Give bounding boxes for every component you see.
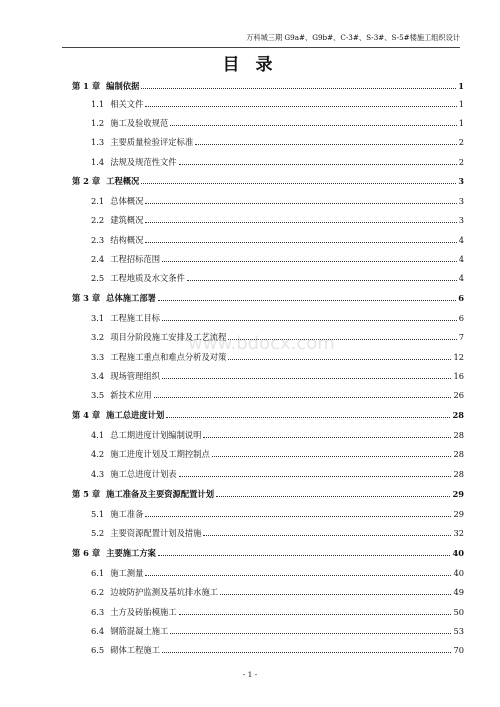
toc-leader-dots (170, 125, 456, 126)
toc-entry-page: 16 (453, 371, 464, 381)
toc-section-entry[interactable] (72, 136, 464, 150)
toc-section-entry[interactable] (72, 272, 464, 286)
toc-entry-page: 49 (453, 587, 464, 597)
toc-chapter-entry[interactable] (72, 409, 464, 423)
toc-section-entry[interactable] (72, 312, 464, 326)
toc-leader-dots (170, 633, 451, 634)
toc-entry-number: 6.3 (91, 607, 105, 617)
toc-entry-number: 第 1 章 (72, 81, 101, 91)
toc-entry-number: 3.2 (91, 332, 105, 342)
toc-leader-dots (187, 280, 457, 281)
toc-entry-label: 相关文件 (110, 99, 144, 109)
toc-entry-number: 6.4 (91, 626, 105, 636)
toc-entry-page: 28 (453, 449, 464, 459)
toc-section-entry[interactable] (72, 527, 464, 541)
toc-entry-label: 总工期进度计划编制说明 (110, 430, 202, 440)
toc-entry-label: 施工测量 (110, 568, 144, 578)
toc-leader-dots (162, 652, 451, 653)
toc-entry-label: 主要质量检验评定标准 (110, 137, 194, 147)
toc-leader-dots (158, 555, 451, 556)
toc-entry-label: 主要施工方案 (106, 548, 156, 558)
toc-entry-page: 28 (453, 430, 464, 440)
toc-section-entry[interactable] (72, 429, 464, 443)
toc-leader-dots (179, 164, 457, 165)
toc-entry-label: 编制依据 (106, 81, 140, 91)
toc-entry-number: 3.3 (91, 352, 105, 362)
toc-entry-label: 工程招标范围 (110, 254, 160, 264)
toc-leader-dots (145, 242, 456, 243)
toc-chapter-entry[interactable] (72, 547, 464, 561)
toc-entry-page: 29 (453, 509, 464, 519)
toc-section-entry[interactable] (72, 606, 464, 620)
toc-entry-page: 26 (453, 390, 464, 400)
toc-leader-dots (220, 594, 451, 595)
toc-section-entry[interactable] (72, 253, 464, 267)
toc-entry-number: 4.1 (91, 430, 105, 440)
toc-entry-page: 4 (458, 273, 464, 283)
toc-leader-dots (162, 320, 457, 321)
toc-leader-dots (203, 535, 451, 536)
toc-entry-page: 6 (458, 313, 464, 323)
toc-entry-number: 6.2 (91, 587, 105, 597)
toc-entry-label: 新技术应用 (110, 390, 152, 400)
toc-entry-number: 1.4 (91, 157, 105, 167)
toc-entry-label: 建筑概况 (110, 215, 144, 225)
toc-leader-dots (145, 203, 456, 204)
toc-entry-number: 4.2 (91, 449, 105, 459)
toc-entry-number: 2.5 (91, 273, 105, 283)
toc-section-entry[interactable] (72, 234, 464, 248)
toc-leader-dots (145, 222, 456, 223)
toc-entry-number: 第 3 章 (72, 293, 101, 303)
toc-entry-number: 1.2 (91, 118, 105, 128)
toc-entry-number: 2.3 (91, 235, 105, 245)
toc-entry-number: 2.4 (91, 254, 105, 264)
toc-section-entry[interactable] (72, 370, 464, 384)
toc-leader-dots (179, 476, 452, 477)
toc-leader-dots (212, 456, 452, 457)
toc-leader-dots (216, 496, 450, 497)
toc-entry-label: 施工总进度计划表 (110, 469, 177, 479)
toc-section-entry[interactable] (72, 117, 464, 131)
toc-section-entry[interactable] (72, 331, 464, 345)
toc-entry-page: 29 (452, 489, 464, 499)
toc-section-entry[interactable] (72, 508, 464, 522)
toc-entry-page: 7 (458, 332, 464, 342)
toc-entry-label: 施工准备 (110, 509, 144, 519)
toc-entry-label: 工程地质及水文条件 (110, 273, 185, 283)
page-number: - 1 - (242, 670, 258, 679)
toc-section-entry[interactable] (72, 644, 464, 658)
toc-entry-label: 施工及验收规范 (110, 118, 169, 128)
toc-entry-label: 项目分阶段施工安排及工艺流程 (110, 332, 227, 342)
toc-entry-label: 总体概况 (110, 196, 144, 206)
toc-entry-label: 总体施工部署 (106, 293, 156, 303)
toc-entry-number: 5.2 (91, 528, 105, 538)
toc-entry-label: 施工总进度计划 (106, 410, 165, 420)
toc-entry-label: 施工准备及主要资源配置计划 (106, 489, 215, 499)
toc-entry-label: 结构概况 (110, 235, 144, 245)
toc-entry-page: 3 (458, 176, 464, 186)
toc-section-entry[interactable] (72, 586, 464, 600)
toc-leader-dots (162, 378, 451, 379)
toc-entry-page: 6 (458, 293, 464, 303)
toc-leader-dots (145, 106, 456, 107)
toc-leader-dots (179, 614, 452, 615)
toc-entry-page: 40 (452, 548, 464, 558)
toc-title: 目 录 (222, 55, 278, 75)
toc-entry-label: 工程施工目标 (110, 313, 160, 323)
toc-entry-number: 6.5 (91, 645, 105, 655)
toc-entry-number: 第 4 章 (72, 410, 101, 420)
toc-entry-page: 3 (458, 196, 464, 206)
toc-entry-number: 第 2 章 (72, 176, 101, 186)
toc-section-entry[interactable] (72, 567, 464, 581)
toc-leader-dots (162, 261, 457, 262)
toc-chapter-entry[interactable] (72, 488, 464, 502)
toc-entry-page: 28 (452, 410, 464, 420)
toc-section-entry[interactable] (72, 468, 464, 482)
toc-chapter-entry[interactable] (72, 292, 464, 306)
toc-leader-dots (141, 88, 456, 89)
toc-entry-number: 5.1 (91, 509, 105, 519)
toc-entry-page: 32 (453, 528, 464, 538)
toc-section-entry[interactable] (72, 195, 464, 209)
toc-leader-dots (166, 417, 450, 418)
toc-section-entry[interactable] (72, 351, 464, 365)
toc-section-entry[interactable] (72, 448, 464, 462)
toc-entry-page: 1 (458, 118, 464, 128)
toc-entry-label: 工程施工重点和难点分析及对策 (110, 352, 227, 362)
toc-leader-dots (141, 183, 456, 184)
toc-entry-label: 法规及规范性文件 (110, 157, 177, 167)
toc-leader-dots (228, 359, 451, 360)
toc-entry-page: 40 (453, 568, 464, 578)
toc-entry-page: 1 (458, 99, 464, 109)
watermark: www.bdocx.com (188, 333, 335, 354)
toc-entry-page: 2 (458, 157, 464, 167)
toc-entry-number: 1.1 (91, 99, 105, 109)
toc-section-entry[interactable] (72, 98, 464, 112)
toc-entry-number: 4.3 (91, 469, 105, 479)
toc-entry-label: 工程概况 (106, 176, 140, 186)
toc-entry-label: 砌体工程施工 (110, 645, 160, 655)
toc-chapter-entry[interactable] (72, 175, 464, 189)
page-header: 万科城三期 G9a#、G9b#、C-3#、S-3#、S-5#楼施工组织设计 (62, 33, 460, 48)
toc-entry-page: 3 (458, 215, 464, 225)
toc-entry-label: 土方及砖胎模施工 (110, 607, 177, 617)
toc-entry-page: 12 (453, 352, 464, 362)
toc-entry-page: 1 (458, 81, 464, 91)
toc-entry-label: 施工进度计划及工期控制点 (110, 449, 210, 459)
toc-entry-number: 2.1 (91, 196, 105, 206)
toc-leader-dots (158, 300, 456, 301)
toc-entry-number: 3.5 (91, 390, 105, 400)
toc-leader-dots (145, 575, 451, 576)
toc-section-entry[interactable] (72, 389, 464, 403)
toc-entry-number: 1.3 (91, 137, 105, 147)
toc-leader-dots (228, 339, 456, 340)
toc-leader-dots (154, 397, 452, 398)
toc-entry-number: 3.4 (91, 371, 105, 381)
toc-section-entry[interactable] (72, 625, 464, 639)
toc-entry-label: 现场管理组织 (110, 371, 160, 381)
toc-entry-label: 边坡防护监测及基坑排水施工 (110, 587, 219, 597)
toc-entry-number: 第 6 章 (72, 548, 101, 558)
toc-entry-label: 主要资源配置计划及措施 (110, 528, 202, 538)
toc-chapter-entry[interactable] (72, 80, 464, 94)
toc-entry-page: 28 (453, 469, 464, 479)
toc-leader-dots (195, 144, 457, 145)
toc-entry-number: 第 5 章 (72, 489, 101, 499)
toc-leader-dots (145, 516, 451, 517)
toc-leader-dots (203, 437, 451, 438)
toc-entry-number: 2.2 (91, 215, 105, 225)
toc-entry-page: 4 (458, 235, 464, 245)
toc-entry-page: 53 (453, 626, 464, 636)
toc-section-entry[interactable] (72, 156, 464, 170)
toc-entry-number: 3.1 (91, 313, 105, 323)
toc-entry-page: 50 (453, 607, 464, 617)
toc-entry-number: 6.1 (91, 568, 105, 578)
toc-entry-page: 70 (453, 645, 464, 655)
toc-entry-page: 2 (458, 137, 464, 147)
toc-entry-label: 钢筋混凝土施工 (110, 626, 169, 636)
toc-entry-page: 4 (458, 254, 464, 264)
toc-section-entry[interactable] (72, 214, 464, 228)
